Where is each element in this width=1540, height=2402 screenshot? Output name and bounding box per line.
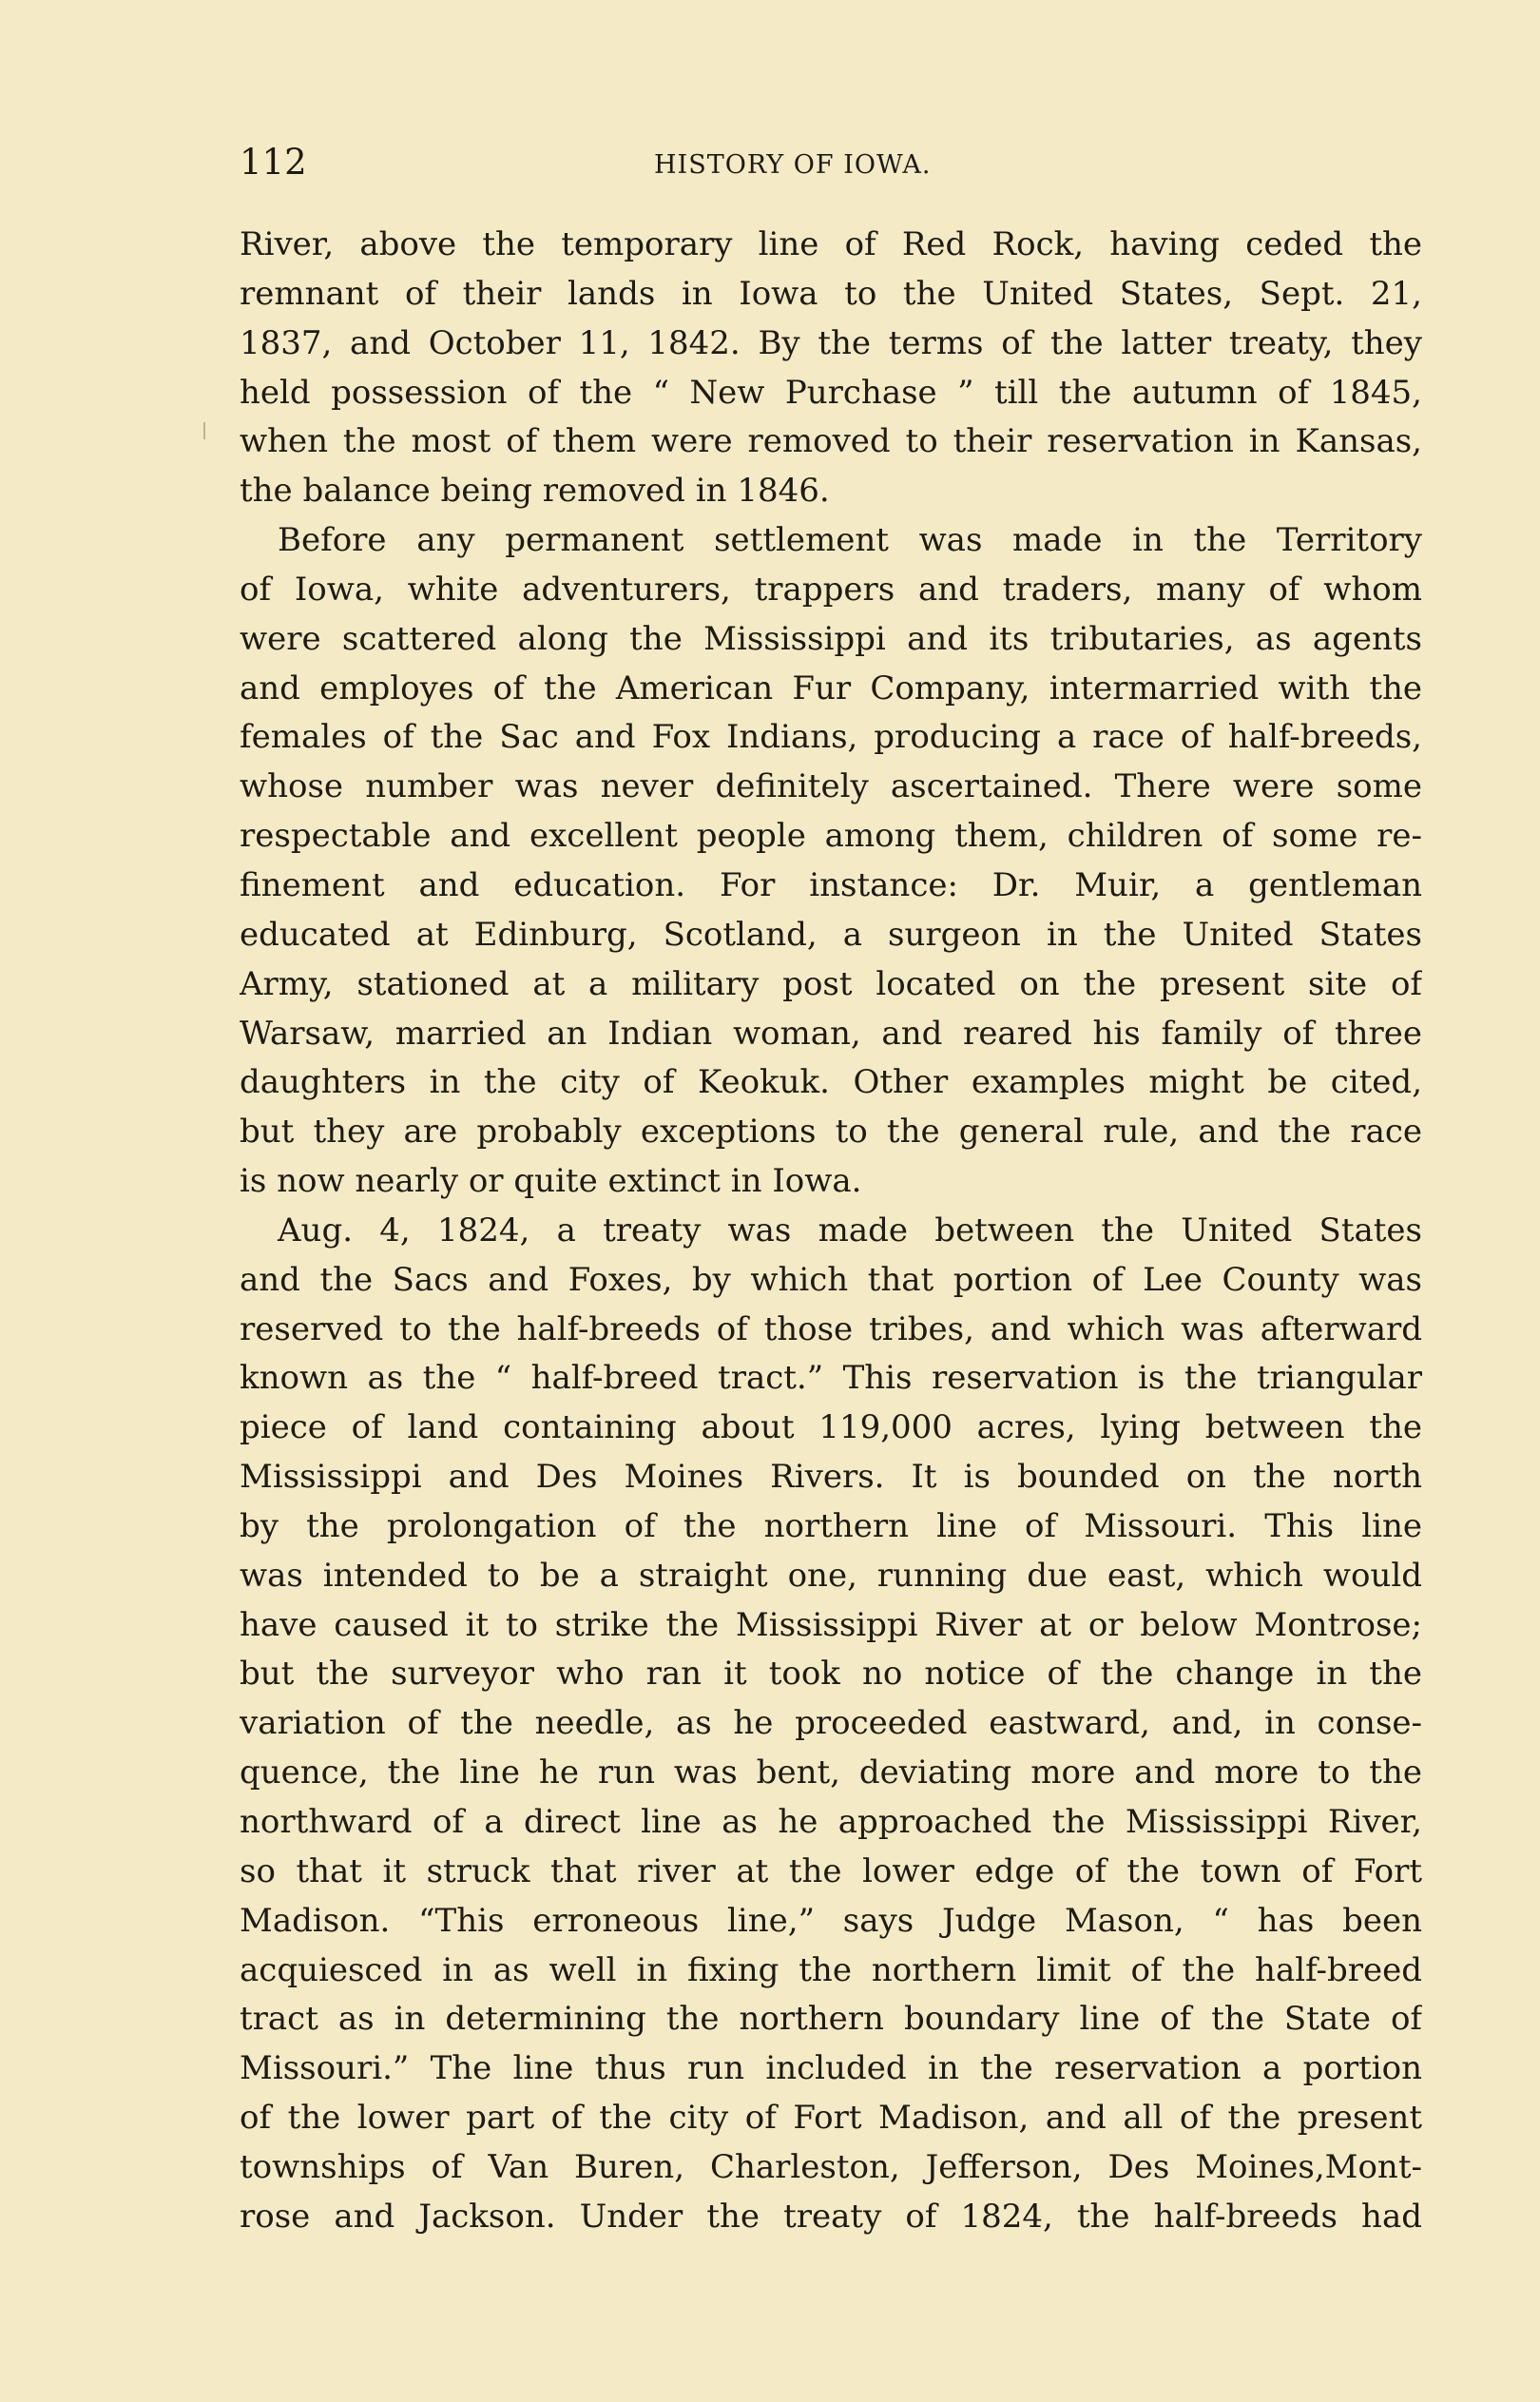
text-line: respectable and excellent people among them, children of some re- [240,817,1422,856]
text-line: daughters in the city of Keokuk. Other examples might be cited, [240,1063,1422,1102]
text-line: of the lower part of the city of Fort Madison, and all of the present [240,2099,1422,2138]
page-number: 112 [240,142,307,183]
text-line: townships of Van Buren, Charleston, Jefferson, Des Moines,Mont- [240,2147,1422,2186]
text-line: by the prolongation of the northern line of Missouri. This line [240,1506,1422,1545]
text-line: but they are probably exceptions to the general rule, and the race [240,1113,1422,1152]
text-line: whose number was never definitely ascertained. There were some [240,767,1422,806]
text-line: tract as in determining the northern boundary line of the State of [240,2000,1422,2039]
text-line: females of the Sac and Fox Indians, producing a race of half-breeds, [240,718,1422,757]
text-line: and the Sacs and Foxes, by which that portion of Lee County was [240,1260,1422,1299]
running-head: HISTORY OF IOWA. [654,150,932,180]
text-line: so that it struck that river at the lower edge of the town of Fort [240,1851,1422,1890]
margin-mark [203,422,205,439]
text-line: finement and education. For instance: Dr. Muir, a gentleman [240,865,1422,904]
text-line: were scattered along the Mississippi and its tributaries, as agents [240,619,1422,658]
text-line: the balance being removed in 1846. [240,472,830,511]
text-line: Aug. 4, 1824, a treaty was made between the United States [278,1211,1422,1249]
text-line: variation of the needle, as he proceeded eastward, and, in conse- [240,1704,1422,1743]
page-header [240,139,1422,186]
text-line: quence, the line he run was bent, deviating more and more to the [240,1753,1422,1792]
text-line: known as the “ half-breed tract.” This reservation is the triangular [240,1359,1422,1398]
text-line: Before any permanent settlement was made in the Territory [278,521,1422,560]
text-line: acquiesced in as well in fixing the northern limit of the half-breed [240,1950,1422,1989]
paragraph-2 [240,516,1422,1207]
text-line: but the surveyor who ran it took no notice of the change in the [240,1655,1422,1694]
paragraph-3 [240,1207,1422,2242]
text-line: northward of a direct line as he approached the Mississippi River, [240,1803,1422,1841]
text-line: held possession of the “ New Purchase ” till the autumn of 1845, [240,373,1422,412]
text-line: was intended to be a straight one, running due east, which would [240,1556,1422,1595]
text-line: and employes of the American Fur Company, intermarried with the [240,668,1422,707]
text-line: Mississippi and Des Moines Rivers. It is bounded on the north [240,1458,1422,1497]
paragraph-1 [240,221,1422,516]
text-line: reserved to the half-breeds of those tribes, and which was afterward [240,1309,1422,1348]
text-line: is now nearly or quite extinct in Iowa. [240,1162,862,1201]
text-line: rose and Jackson. Under the treaty of 1824, the half-breeds had [240,2197,1422,2236]
text-line: have caused it to strike the Mississippi River at or below Montrose; [240,1605,1422,1644]
text-line: Madison. “This erroneous line,” says Judge Mason, “ has been [240,1901,1422,1940]
text-line: Missouri.” The line thus run included in the reservation a portion [240,2049,1422,2088]
text-line: piece of land containing about 119,000 acres, lying between the [240,1408,1422,1447]
text-line: educated at Edinburg, Scotland, a surgeon in the United States [240,915,1422,954]
text-line: of Iowa, white adventurers, trappers and traders, many of whom [240,570,1422,609]
text-line: Warsaw, married an Indian woman, and reared his family of three [240,1014,1422,1053]
text-line: when the most of them were removed to their reservation in Kansas, [240,422,1422,461]
text-line: Army, stationed at a military post located on the present site of [240,964,1422,1003]
body-text [240,221,1422,2242]
text-line: 1837, and October 11, 1842. By the terms of the latter treaty, they [240,323,1422,362]
text-line: remnant of their lands in Iowa to the United States, Sept. 21, [240,274,1422,313]
text-line: River, above the temporary line of Red Rock, having ceded the [240,225,1422,263]
